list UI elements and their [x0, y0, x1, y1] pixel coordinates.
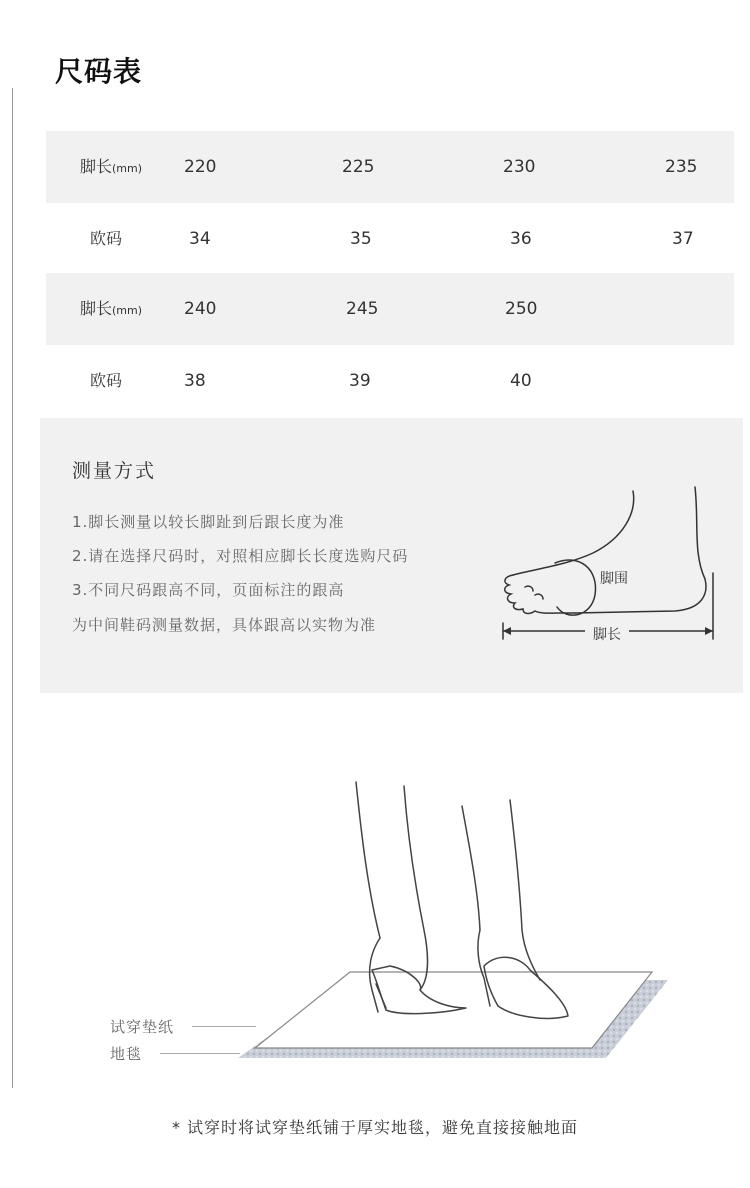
pad-caption: 试穿垫纸: [110, 1018, 175, 1036]
table-row: [46, 203, 734, 275]
table-cell: 39: [349, 371, 371, 391]
measurement-panel: [40, 418, 743, 693]
table-row: [46, 345, 734, 417]
page-title: 尺码表: [55, 55, 143, 88]
measurement-note: 3.不同尺码跟高不同，页面标注的跟高: [72, 581, 345, 599]
table-cell: 250: [505, 299, 538, 319]
table-cell: 34: [189, 229, 211, 249]
table-cell: 38: [184, 371, 206, 391]
tryon-note: * 试穿时将试穿垫纸铺于厚实地毯，避免直接接触地面: [171, 1118, 579, 1137]
foot-girth-label: 脚围: [600, 571, 628, 587]
table-cell: 35: [350, 229, 372, 249]
measurement-note: 为中间鞋码测量数据，具体跟高以实物为准: [72, 616, 377, 634]
row-label: 脚长(mm): [80, 157, 143, 176]
measurement-note: 2.请在选择尺码时，对照相应脚长长度选购尺码: [72, 547, 409, 565]
table-cell: 37: [672, 229, 694, 249]
table-row: [46, 273, 734, 345]
table-cell: 225: [342, 157, 375, 177]
row-label: 脚长(mm): [80, 299, 143, 318]
table-cell: 40: [510, 371, 532, 391]
table-cell: 240: [184, 299, 217, 319]
table-cell: 220: [184, 157, 217, 177]
row-label: 欧码: [90, 371, 123, 390]
table-row: [46, 131, 734, 203]
foot-length-label: 脚长: [585, 624, 629, 644]
table-cell: 245: [346, 299, 379, 319]
measurement-note: 1.脚长测量以较长脚趾到后跟长度为准: [72, 513, 345, 531]
measurement-title: 测量方式: [72, 460, 157, 482]
row-label: 欧码: [90, 229, 123, 248]
carpet-leader-line: [160, 1053, 240, 1054]
table-cell: 230: [503, 157, 536, 177]
pad-leader-line: [192, 1026, 256, 1027]
table-cell: 36: [510, 229, 532, 249]
carpet-caption: 地毯: [110, 1045, 143, 1063]
table-cell: 235: [665, 157, 698, 177]
